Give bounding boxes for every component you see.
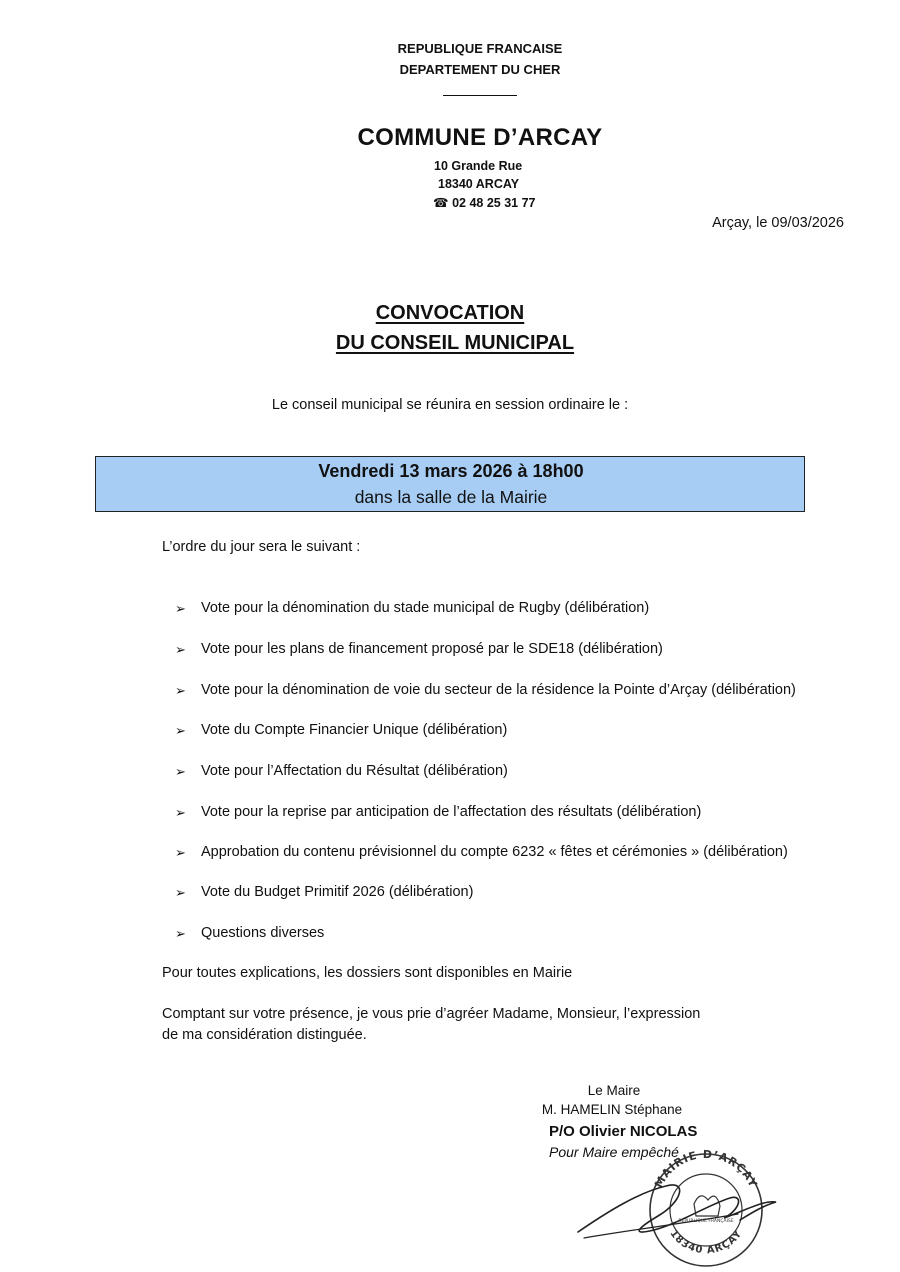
commune-city: 18340 ARCAY — [438, 177, 520, 191]
title-line-2: DU CONSEIL MUNICIPAL — [335, 332, 575, 354]
stamp-top-text: MAIRIE D’ARÇAY — [652, 1147, 760, 1191]
agenda-item-text: Vote pour la reprise par anticipation de l’affectation des résultats (délibération) — [201, 804, 702, 820]
svg-text:18340 ARÇAY — [667, 1228, 744, 1256]
commune-name: COMMUNE D’ARCAY — [357, 124, 603, 151]
stamp-bottom-text: 18340 ARÇAY — [667, 1228, 745, 1257]
signature-note: Pour Maire empêché — [549, 1144, 679, 1160]
phone-icon: ☎ — [433, 196, 449, 210]
signature-underline — [584, 1214, 738, 1238]
agenda-item-text: Vote pour la dénomination de voie du secteur de la résidence la Pointe d’Arçay (délibération) — [201, 682, 796, 698]
meeting-datetime: Vendredi 13 mars 2026 à 18h00 — [318, 461, 584, 481]
date-line: Arçay, le 09/03/2026 — [712, 215, 844, 231]
closing-dossiers: Pour toutes explications, les dossiers sont disponibles en Mairie — [162, 965, 573, 981]
arrow-bullet-icon: ➢ — [175, 805, 186, 820]
agenda-item-text: Vote du Compte Financier Unique (délibération) — [201, 722, 508, 738]
mairie-stamp-and-signature — [570, 1140, 800, 1268]
signature-name: M. HAMELIN Stéphane — [541, 1102, 683, 1117]
agenda-item-text: Vote pour la dénomination du stade municipal de Rugby (délibération) — [201, 600, 650, 616]
header-line-2: DEPARTEMENT DU CHER — [399, 62, 561, 77]
closing-greeting-1: Comptant sur votre présence, je vous prie d’agréer Madame, Monsieur, l’expression — [162, 1006, 701, 1022]
title-line-1: CONVOCATION — [375, 302, 525, 324]
arrow-bullet-icon: ➢ — [175, 601, 186, 616]
commune-street: 10 Grande Rue — [434, 159, 523, 173]
handwritten-signature — [578, 1185, 776, 1232]
arrow-bullet-icon: ➢ — [175, 885, 186, 900]
commune-phone: 02 48 25 31 77 — [452, 196, 536, 210]
meeting-box — [95, 456, 805, 512]
arrow-bullet-icon: ➢ — [175, 764, 186, 779]
arrow-bullet-icon: ➢ — [175, 723, 186, 738]
agenda-item-text: Vote du Budget Primitif 2026 (délibération) — [201, 884, 474, 900]
mairie-stamp — [650, 1148, 762, 1266]
meeting-place: dans la salle de la Mairie — [354, 487, 548, 507]
closing-greeting-2: de ma considération distinguée. — [162, 1027, 367, 1043]
header-line-1: REPUBLIQUE FRANCAISE — [397, 41, 563, 56]
agenda-item-text: Vote pour les plans de financement proposé par le SDE18 (délibération) — [201, 641, 663, 657]
agenda-item-text: Approbation du contenu prévisionnel du compte 6232 « fêtes et cérémonies » (délibération) — [201, 844, 788, 860]
agenda-item-text: Questions diverses — [201, 925, 325, 941]
agenda-intro: L’ordre du jour sera le suivant : — [162, 539, 361, 555]
header-divider — [443, 95, 517, 96]
stamp-inner-text: RÉPUBLIQUE FRANÇAISE — [678, 1219, 734, 1224]
arrow-bullet-icon: ➢ — [175, 926, 186, 941]
arrow-bullet-icon: ➢ — [175, 845, 186, 860]
svg-text:MAIRIE D’ARÇAY — [652, 1148, 760, 1190]
arrow-bullet-icon: ➢ — [175, 683, 186, 698]
arrow-bullet-icon: ➢ — [175, 642, 186, 657]
signature-role: Le Maire — [587, 1083, 641, 1098]
intro-text: Le conseil municipal se réunira en session ordinaire le : — [271, 397, 629, 413]
commune-phone-row — [433, 195, 535, 210]
signature-po: P/O Olivier NICOLAS — [549, 1123, 698, 1140]
agenda-item-text: Vote pour l’Affectation du Résultat (délibération) — [201, 763, 508, 779]
